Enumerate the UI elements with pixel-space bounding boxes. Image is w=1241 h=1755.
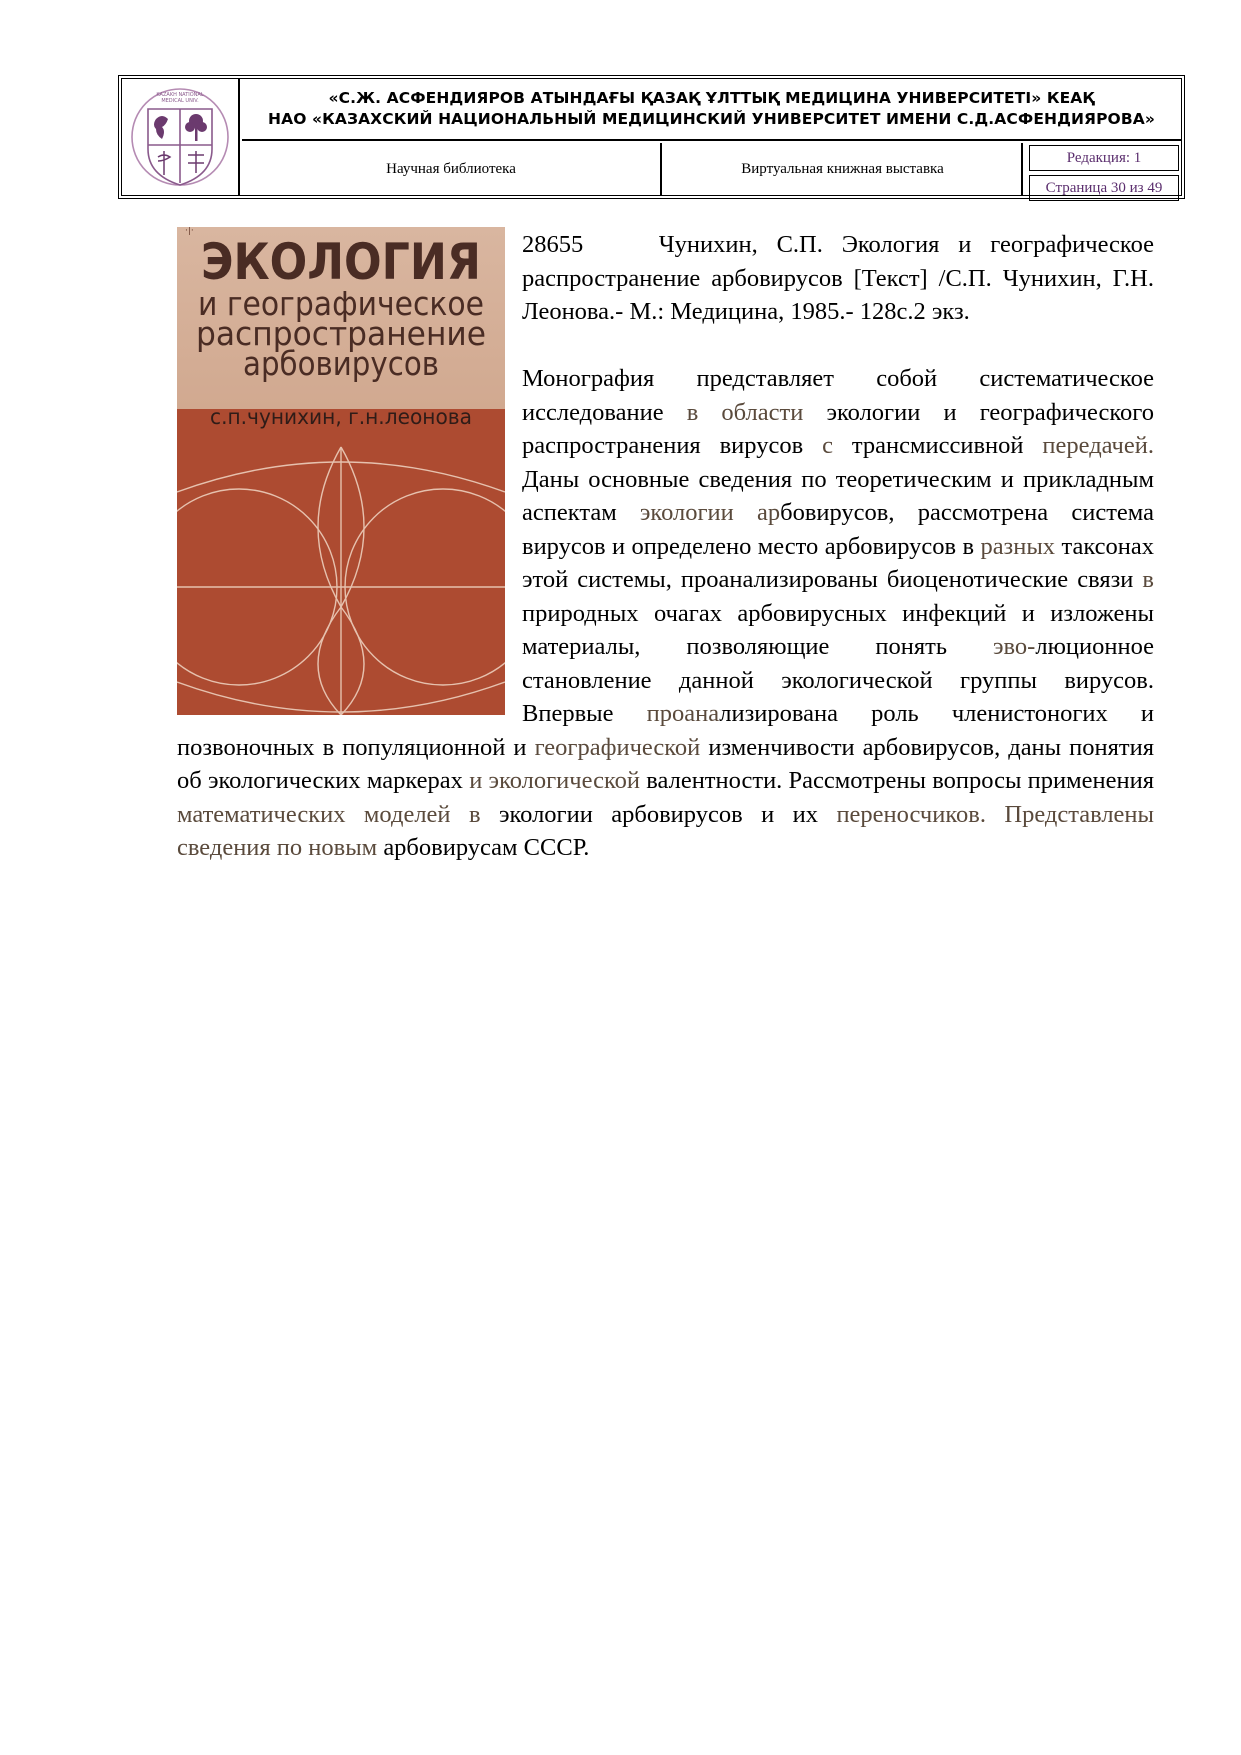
library-label: Научная библиотека <box>386 160 516 177</box>
annotation-text: эво- <box>993 633 1036 660</box>
annotation-text: люционное становление данной экологической группы вирусов. Впервые <box>522 633 1154 727</box>
annotation-text: арбовирусам СССР. <box>377 834 590 861</box>
title-kazakh: «С.Ж. АСФЕНДИЯРОВ АТЫНДАҒЫ ҚАЗАҚ ҰЛТТЫҚ МЕДИЦИНА УНИВЕРСИТЕТІ» КЕАҚ <box>328 89 1095 107</box>
cover-title-line4: арбовирусов <box>243 344 439 383</box>
annotation-text: трансмиссивной <box>832 432 1043 459</box>
annotation-text: бовирусов, рассмотрена система вирусов и определено место арбовирусов в <box>522 499 1154 560</box>
entry-number: 28655 <box>522 231 584 258</box>
library-cell <box>242 143 662 195</box>
meta-cell <box>1025 143 1181 195</box>
annotation-text: в области <box>686 398 804 426</box>
annotation-text: валентности. Рассмотрены вопросы применения <box>640 767 1154 794</box>
cover-authors: с.п.чунихин, г.н.леонова <box>210 405 472 429</box>
edition-label: Редакция: 1 <box>1029 145 1179 171</box>
annotation-text: экологии ар <box>639 499 781 526</box>
annotation-text: в <box>1142 566 1154 593</box>
annotation-text: природных очагах арбовирусных инфекций и изложены материалы, позволяющие понять <box>522 599 1154 660</box>
cover-title-line3: распространение <box>196 314 486 353</box>
svg-text:KAZAKH NATIONAL: KAZAKH NATIONAL <box>156 92 204 98</box>
annotation-text: проана <box>646 700 720 727</box>
exhibit-cell <box>664 143 1023 195</box>
annotation-text: таксонах этой системы, проанализированы биоценотические связи <box>522 532 1154 593</box>
annotation-text: Монография представляет собой систематическое исследование <box>522 365 1154 426</box>
book-annotation <box>177 362 1154 865</box>
svg-text:·|·: ·|· <box>185 227 194 236</box>
annotation-text: переносчиков. Представлены сведения по новым <box>177 800 1155 861</box>
annotation-text: экологии арбовирусов и их <box>480 800 837 828</box>
annotation-text: передачей. <box>1042 432 1154 459</box>
university-logo <box>128 79 232 195</box>
document-header <box>118 75 1185 199</box>
annotation-text: с <box>822 432 833 459</box>
cover-wrap-spacer <box>177 362 522 709</box>
annotation-text: изменчивости арбовирусов, даны понятия об экологических маркерах <box>177 733 1154 794</box>
annotation-text: Даны основные сведения по теоретическим и прикладным аспектам <box>522 465 1154 526</box>
bibliographic-entry <box>522 228 1154 329</box>
annotation-text: математических моделей в <box>177 800 481 828</box>
svg-text:MEDICAL UNIV.: MEDICAL UNIV. <box>161 98 199 104</box>
annotation-text: географической <box>534 733 701 761</box>
exhibit-label: Виртуальная книжная выставка <box>741 160 944 177</box>
header-table <box>121 78 1182 196</box>
cover-title-main: ЭКОЛОГИЯ <box>201 233 481 291</box>
cover-title-line2: и географическое <box>198 284 484 323</box>
university-title <box>242 79 1181 141</box>
annotation-text: лизирована роль членистоногих и позвоночных в популяционной и <box>177 700 1155 761</box>
annotation-text: разных <box>980 532 1056 560</box>
page-number: Страница 30 из 49 <box>1029 175 1179 201</box>
title-russian: НАО «КАЗАХСКИЙ НАЦИОНАЛЬНЫЙ МЕДИЦИНСКИЙ УНИВЕРСИТЕТ ИМЕНИ С.Д.АСФЕНДИЯРОВА» <box>268 110 1155 128</box>
entry-citation: Чунихин, С.П. Экология и географическое распространение арбовирусов [Текст] /С.П. Чунихин, Г.Н. Леонова.- М.: Медицина, 1985.- 128с.2 экз. <box>522 231 1155 325</box>
university-logo-cell <box>122 79 240 195</box>
annotation-text: экологии и географического распространения вирусов <box>522 398 1154 459</box>
annotation-text: и экологической <box>469 767 640 794</box>
